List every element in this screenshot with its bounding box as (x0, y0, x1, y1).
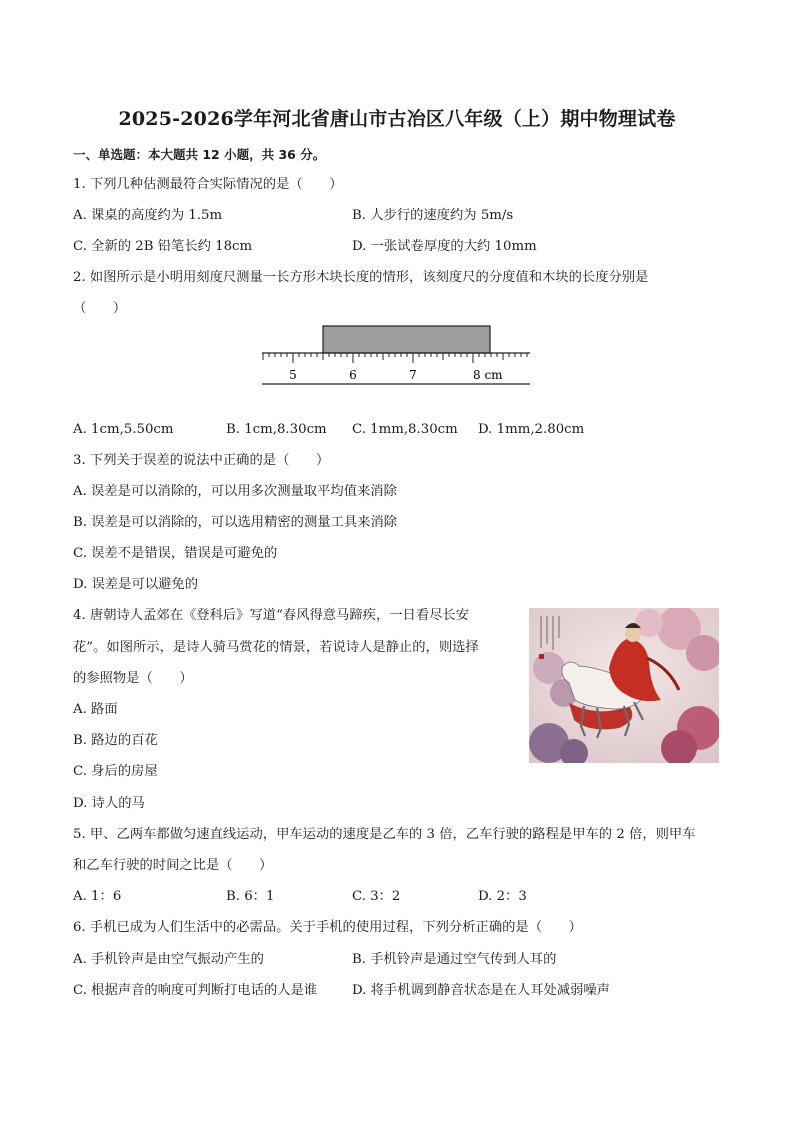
wooden-block (323, 326, 490, 353)
question-5-stem-cont: 和乙车行驶的时间之比是（ ） (73, 858, 273, 873)
q6-option-c: C. 根据声音的响度可判断打电话的人是谁 (73, 983, 318, 998)
q3-option-d: D. 误差是可以避免的 (73, 577, 199, 592)
q2-option-d: D. 1mm,2.80cm (478, 422, 585, 437)
question-6-stem: 6. 手机已成为人们生活中的必需品。关于手机的使用过程，下列分析正确的是（ ） (73, 920, 582, 935)
question-5-stem: 5. 甲、乙两车都做匀速直线运动，甲车运动的速度是乙车的 3 倍，乙车行驶的路程是甲车的 2 倍，则甲车 (73, 827, 696, 842)
ruler-figure (262, 322, 530, 390)
ruler-label-6: 6 (349, 368, 357, 382)
q6-option-b: B. 手机铃声是通过空气传到人耳的 (352, 952, 557, 967)
q3-option-a: A. 误差是可以消除的，可以用多次测量取平均值来消除 (73, 484, 397, 499)
question-3-stem: 3. 下列关于误差的说法中正确的是（ ） (73, 453, 330, 468)
exam-title: 2025-2026学年河北省唐山市古冶区八年级（上）期中物理试卷 (118, 108, 676, 130)
q4-option-d: D. 诗人的马 (73, 796, 145, 811)
q2-option-c: C. 1mm,8.30cm (352, 422, 458, 437)
ruler-label-8cm: 8 cm (473, 368, 503, 382)
poet-riding-horse-painting (529, 608, 719, 763)
q5-option-a: A. 1：6 (73, 889, 122, 904)
q5-option-c: C. 3：2 (352, 889, 401, 904)
q2-option-a: A. 1cm,5.50cm (73, 422, 174, 437)
q1-option-c: C. 全新的 2B 铅笔长约 18cm (73, 239, 253, 254)
q5-option-b: B. 6：1 (226, 889, 275, 904)
ruler-label-7: 7 (409, 368, 417, 382)
q4-option-c: C. 身后的房屋 (73, 764, 158, 779)
question-4-stem-end: 的参照物是（ ） (73, 671, 193, 686)
q3-option-c: C. 误差不是错误，错误是可避免的 (73, 546, 278, 561)
ruler-label-5: 5 (289, 368, 297, 382)
question-1-stem: 1. 下列几种估测最符合实际情况的是（ ） (73, 177, 343, 192)
q4-option-a: A. 路面 (73, 702, 118, 717)
q1-option-d: D. 一张试卷厚度的大约 10mm (352, 239, 537, 254)
q3-option-b: B. 误差是可以消除的，可以选用精密的测量工具来消除 (73, 515, 398, 530)
q5-option-d: D. 2：3 (478, 889, 527, 904)
question-4-stem: 4. 唐朝诗人孟郊在《登科后》写道“春风得意马蹄疾，一日看尽长安 (73, 608, 470, 623)
question-4-stem-cont: 花”。如图所示，是诗人骑马赏花的情景，若说诗人是静止的，则选择 (73, 640, 479, 655)
section-heading: 一、单选题：本大题共 12 小题，共 36 分。 (73, 147, 326, 162)
q1-option-b: B. 人步行的速度约为 5m/s (352, 208, 514, 223)
q2-option-b: B. 1cm,8.30cm (226, 422, 327, 437)
ruler-ticks (263, 353, 527, 363)
question-2-stem-cont: （ ） (73, 301, 127, 316)
q6-option-d: D. 将手机调到静音状态是在人耳处减弱噪声 (352, 983, 610, 998)
question-2-stem: 2. 如图所示是小明用刻度尺测量一长方形木块长度的情形，该刻度尺的分度值和木块的长度分别是 (73, 270, 649, 285)
q6-option-a: A. 手机铃声是由空气振动产生的 (73, 952, 264, 967)
q4-option-b: B. 路边的百花 (73, 733, 158, 748)
q1-option-a: A. 课桌的高度约为 1.5m (73, 208, 223, 223)
